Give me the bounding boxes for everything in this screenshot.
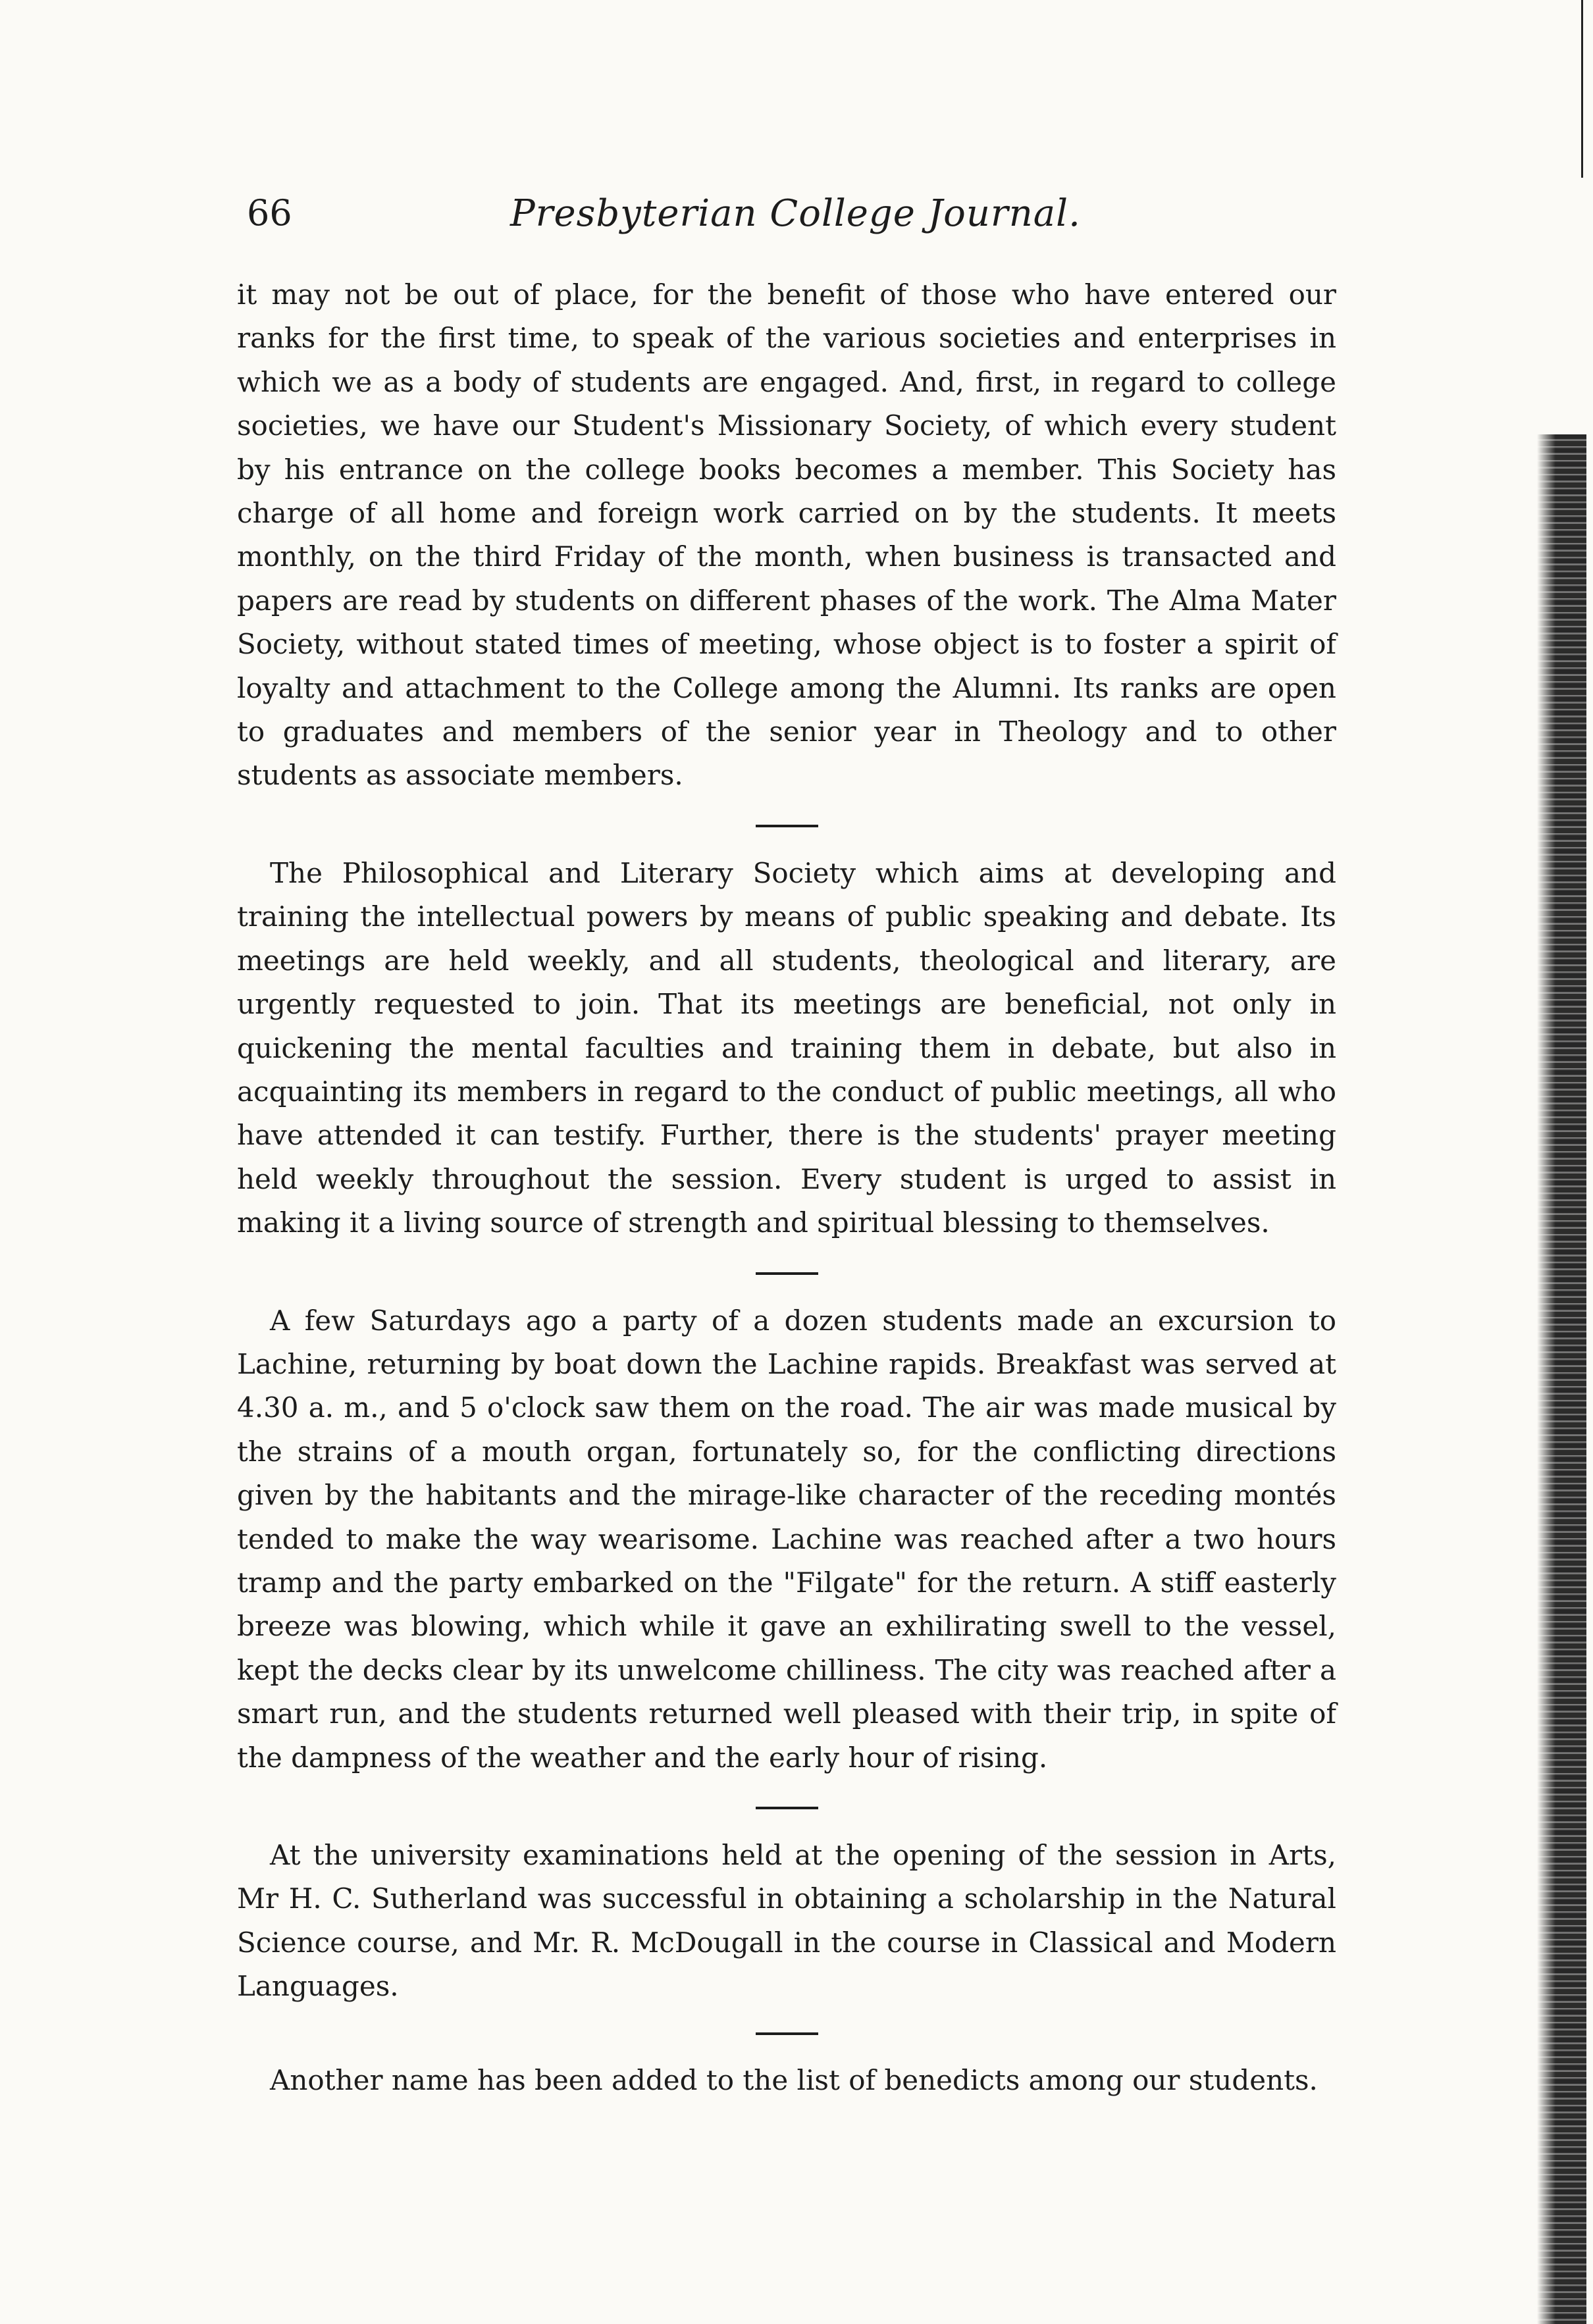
paragraph-philosophical-society: The Philosophical and Literary Society which aims at developing and training the intellectual powers by means of public speaking and debate. Its meetings are held weekly, and all students, theological and literary, are urgently requested to join. That its meetings are beneficial, not only in quickening the mental faculties and training them in debate, but also in acquainting its members in regard to the conduct of public meetings, all who have attended it can testify. Further, there is the students' prayer meeting held weekly throughout the session. Every student is urged to assist in making it a living source of strength and spiritual blessing to themselves. — [237, 856, 1336, 1239]
running-title: Presbyterian College Journal. — [510, 192, 1081, 235]
page-edge-line — [1581, 0, 1583, 178]
section-divider — [756, 2032, 818, 2035]
section-divider — [756, 1807, 818, 1809]
paragraph-university-examinations: At the university examinations held at the opening of the session in Arts, Mr H. C. Sutherland was successful in obtaining a scholarship in the Natural Science course, and Mr. R. McDougall in the course in Classical and Modern Languages. — [237, 1839, 1336, 2003]
article-body — [237, 273, 1336, 2102]
page-header — [247, 192, 1340, 245]
binding-edge — [1537, 434, 1586, 2324]
section-divider — [756, 1272, 818, 1275]
section-divider — [756, 825, 818, 827]
paragraph-societies: it may not be out of place, for the benefit of those who have entered our ranks for the first time, to speak of the various societies and enterprises in which we as a body of students are engaged. And, first, in regard to college societies, we have our Student's Missionary Society, of which every student by his entrance on the college books becomes a member. This Society has charge of all home and foreign work carried on by the students. It meets monthly, on the third Friday of the month, when business is transacted and papers are read by students on different phases of the work. The Alma Mater Society, without stated times of meeting, whose object is to foster a spirit of loyalty and attachment to the College among the Alumni. Its ranks are open to graduates and members of the senior year in Theology and to other students as associate members. — [237, 278, 1336, 792]
paragraph-benedicts: Another name has been added to the list of benedicts among our students. — [270, 2063, 1318, 2096]
page-number: 66 — [247, 192, 292, 234]
paragraph-lachine-excursion: A few Saturdays ago a party of a dozen students made an excursion to Lachine, returning by boat down the Lachine rapids. Breakfast was served at 4.30 a. m., and 5 o'clock saw them on the road. The air was made musical by the strains of a mouth organ, fortunately so, for the conflicting directions given by the habitants and the mirage-like character of the receding montés tended to make the way wearisome. Lachine was reached after a two hours tramp and the party embarked on the "Filgate" for the return. A stiff easterly breeze was blowing, which while it gave an exhilirating swell to the vessel, kept the decks clear by its unwelcome chilliness. The city was reached after a smart run, and the students returned well pleased with their trip, in spite of the dampness of the weather and the early hour of rising. — [237, 1304, 1336, 1774]
